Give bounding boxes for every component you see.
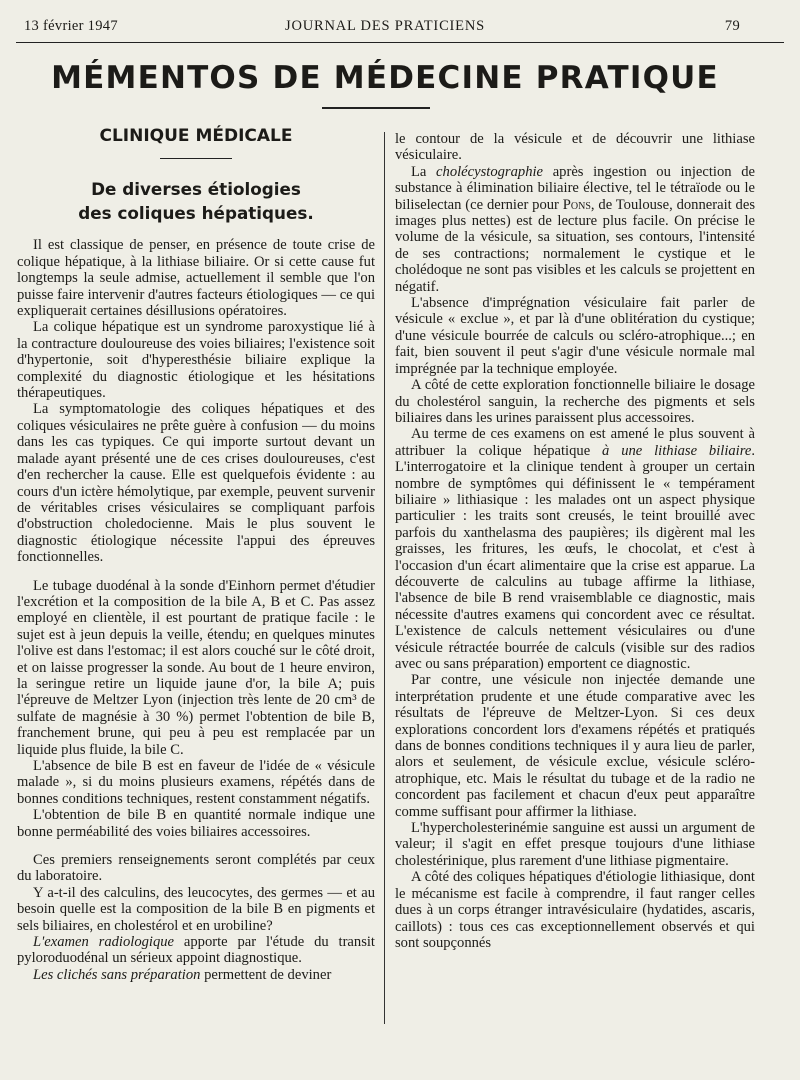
article-title — [17, 177, 375, 225]
title-rule — [322, 107, 430, 109]
paragraph: L'hypercholesterinémie sanguine est aussi un argument de valeur; il s'agit en effet presque toujours d'une lithiase cholestérinique, plus rarement d'une lithiase pigmentaire. — [395, 820, 755, 869]
section-rule — [160, 158, 232, 159]
paragraph — [395, 164, 755, 295]
author-name: Pons — [562, 196, 591, 213]
journal-name: JOURNAL DES PRATICIENS — [285, 18, 485, 34]
italic-term: Les clichés sans préparation — [33, 966, 201, 983]
section-heading: CLINIQUE MÉDICALE — [99, 126, 293, 146]
paragraph: A côté des coliques hépatiques d'étiologie lithiasique, dont le mécanisme est facile à comprendre, il faut ranger celles dues à un corps étranger intravésiculaire (hydatides, ascaris, caillots) : tous ces cas exceptionnellement observés et qui sont soupçonnés — [395, 869, 755, 951]
article-title-line-2: des coliques hépatiques. — [78, 203, 314, 224]
article-title-line-1: De diverses étiologies — [91, 179, 301, 200]
paragraph: A côté de cette exploration fonctionnelle biliaire le dosage du cholestérol sanguin, la recherche des pigments et sels biliaires dans les urines paraissent plus accessoires. — [395, 377, 755, 426]
paragraph: Ces premiers renseignements seront complétés par ceux du laboratoire. — [17, 852, 375, 885]
paragraph-text: après ingestion ou injection de substance à élimination biliaire élective, tel le tétraïode ou le biliselectan (ce dernier pour — [395, 163, 755, 213]
right-column — [395, 131, 755, 951]
column-divider — [384, 132, 385, 1024]
left-column — [17, 128, 375, 983]
paragraph-text: , de Toulouse, donnerait des images plus nettes) est de lecture plus facile. On précise le volume de la vésicule, sa situation, ses contours, l'intensité de ses contractions; normalement le cystique et le cholédoque ne sont pas visibles et les calculs se projettent en négatif. — [395, 196, 755, 295]
paragraph-text: La — [411, 163, 427, 180]
paragraph: L'absence d'imprégnation vésiculaire fait parler de vésicule « exclue », et par là d'une oblitération du cystique; d'une vésicule bourrée de calculs ou scléro-atrophique...; en fait, bien souvent il peut s'agir d'une vésicule normale mal imprégnée par la technique employée. — [395, 295, 755, 377]
running-header — [0, 18, 800, 38]
paragraph-text: Au terme de ces examens on est amené le plus souvent à attribuer la colique hépatique — [395, 426, 755, 459]
page-number: 79 — [724, 18, 740, 34]
paragraph: le contour de la vésicule et de découvrir une lithiase vésiculaire. — [395, 131, 755, 164]
paragraph: L'obtention de bile B en quantité normale indique une bonne perméabilité des voies biliaires accessoires. — [17, 807, 375, 840]
issue-date: 13 février 1947 — [24, 18, 118, 34]
paragraph-text: permettent de deviner — [204, 966, 332, 983]
italic-term: L'examen radiologique — [33, 934, 175, 951]
paragraph: Le tubage duodénal à la sonde d'Einhorn permet d'étudier l'excrétion et la composition de la bile A, B et C. Pas assez employé en clientèle, il est pourtant de pratique facile : le sujet est à jeun depuis la veille, étendu; en quelques minutes l'olive est dans l'estomac; il est alors couché sur le côté droit, et on laisse progresser la sonde. Au bout de 1 heure environ, la seringue retire un liquide jaune d'or, la bile A; puis l'épreuve de Meltzer Lyon (injection très lente de 20 cm³ de sulfate de magnésie à 30 %) permet l'obtention de bile B, franchement brune, qui peu à peu est remplacée par un liquide plus fluide, la bile C. — [17, 577, 375, 758]
header-rule — [16, 42, 784, 43]
paragraph: Y a-t-il des calculins, des leucocytes, des germes — et au besoin quelle est la composition de la bile B en pigments et sels biliaires, en cholestérol et en urobiline? — [17, 884, 375, 934]
paragraph: La symptomatologie des coliques hépatiques et des coliques vésiculaires ne prête guère à confusion — du moins dans les cas typiques. Ce qui importe surtout devant un malade ayant présenté une de ces crises douloureuses, c'est d'en rechercher la cause. Elle est quelquefois évidente : au cours d'un ictère hémolytique, par exemple, peuvent survenir de véritables crises vésiculaires se compliquant parfois d'obstruction choledocienne. Mais le plus souvent le diagnostic étiologique nécessite l'appui des épreuves fonctionnelles. — [17, 401, 375, 566]
paragraph-text: . L'interrogatoire et la clinique tendent à grouper un certain nombre de symptômes qui définissent le « tempérament biliaire » lithiasique : les malades ont un aspect physique particulier : les traits sont creusés, le teint brouillé avec parfois du xanthelasma des paupières; ils digèrent mal les graisses, les fritures, les œufs, le chocolat, et c'est à l'occasion d'un écart alimentaire que la crise est apparue. La découverte de calculins au tubage affirme la lithiase, l'absence de bile B rend vraisemblable ce diagnostic, mais nécessite d'autres examens qui concordent avec ce résultat. L'existence de calculs nettement vésiculaires ou d'une vésicule rétractée bourrée de calculs (visible sur des radios avec ou sans préparation) emportent ce diagnostic. — [395, 442, 756, 672]
paragraph — [395, 426, 755, 672]
page-title: MÉMENTOS DE MÉDECINE PRATIQUE — [51, 60, 719, 96]
italic-term: cholécystographie — [436, 163, 544, 180]
paragraph — [17, 967, 375, 983]
paragraph — [17, 934, 375, 967]
paragraph-text: apporte par l'étude du transit pyloroduodénal un sérieux appoint diagnostique. — [17, 934, 375, 967]
paragraph: L'absence de bile B est en faveur de l'idée de « vésicule malade », si du moins plusieurs examens, répétés dans de bonnes conditions techniques, restent constamment négatifs. — [17, 758, 375, 807]
paragraph: Il est classique de penser, en présence de toute crise de colique hépatique, à la lithiase biliaire. Or si cette cause fut longtemps la seule admise, actuellement il semble que l'on puisse faire intervenir d'autres facteurs étiologiques — ce qui expliquerait certaines désillusions opératoires. — [17, 237, 375, 320]
italic-term: à une lithiase biliaire — [602, 442, 752, 459]
paragraph: La colique hépatique est un syndrome paroxystique lié à la contracture douloureuse des voies biliaires; l'existence soit d'hypertonie, soit d'hyperesthésie biliaire explique la complexité du diagnostic étiologique et les hésitations thérapeutiques. — [17, 319, 375, 402]
paragraph: Par contre, une vésicule non injectée demande une interprétation prudente et une étude comparative avec les résultats de l'épreuve de Meltzer-Lyon. Si ces deux explorations concordent lors d'examens répétés et pratiqués dans de bonnes conditions techniques il y aura lieu de parler, alors et seulement, de vésicule exclue, vésicule scléro-atrophique, etc. Mais le résultat du tubage et de la radio ne concordent pas facilement et chacun d'eux peut apparaître comme suffisant pour affirmer la lithiase. — [395, 672, 755, 820]
